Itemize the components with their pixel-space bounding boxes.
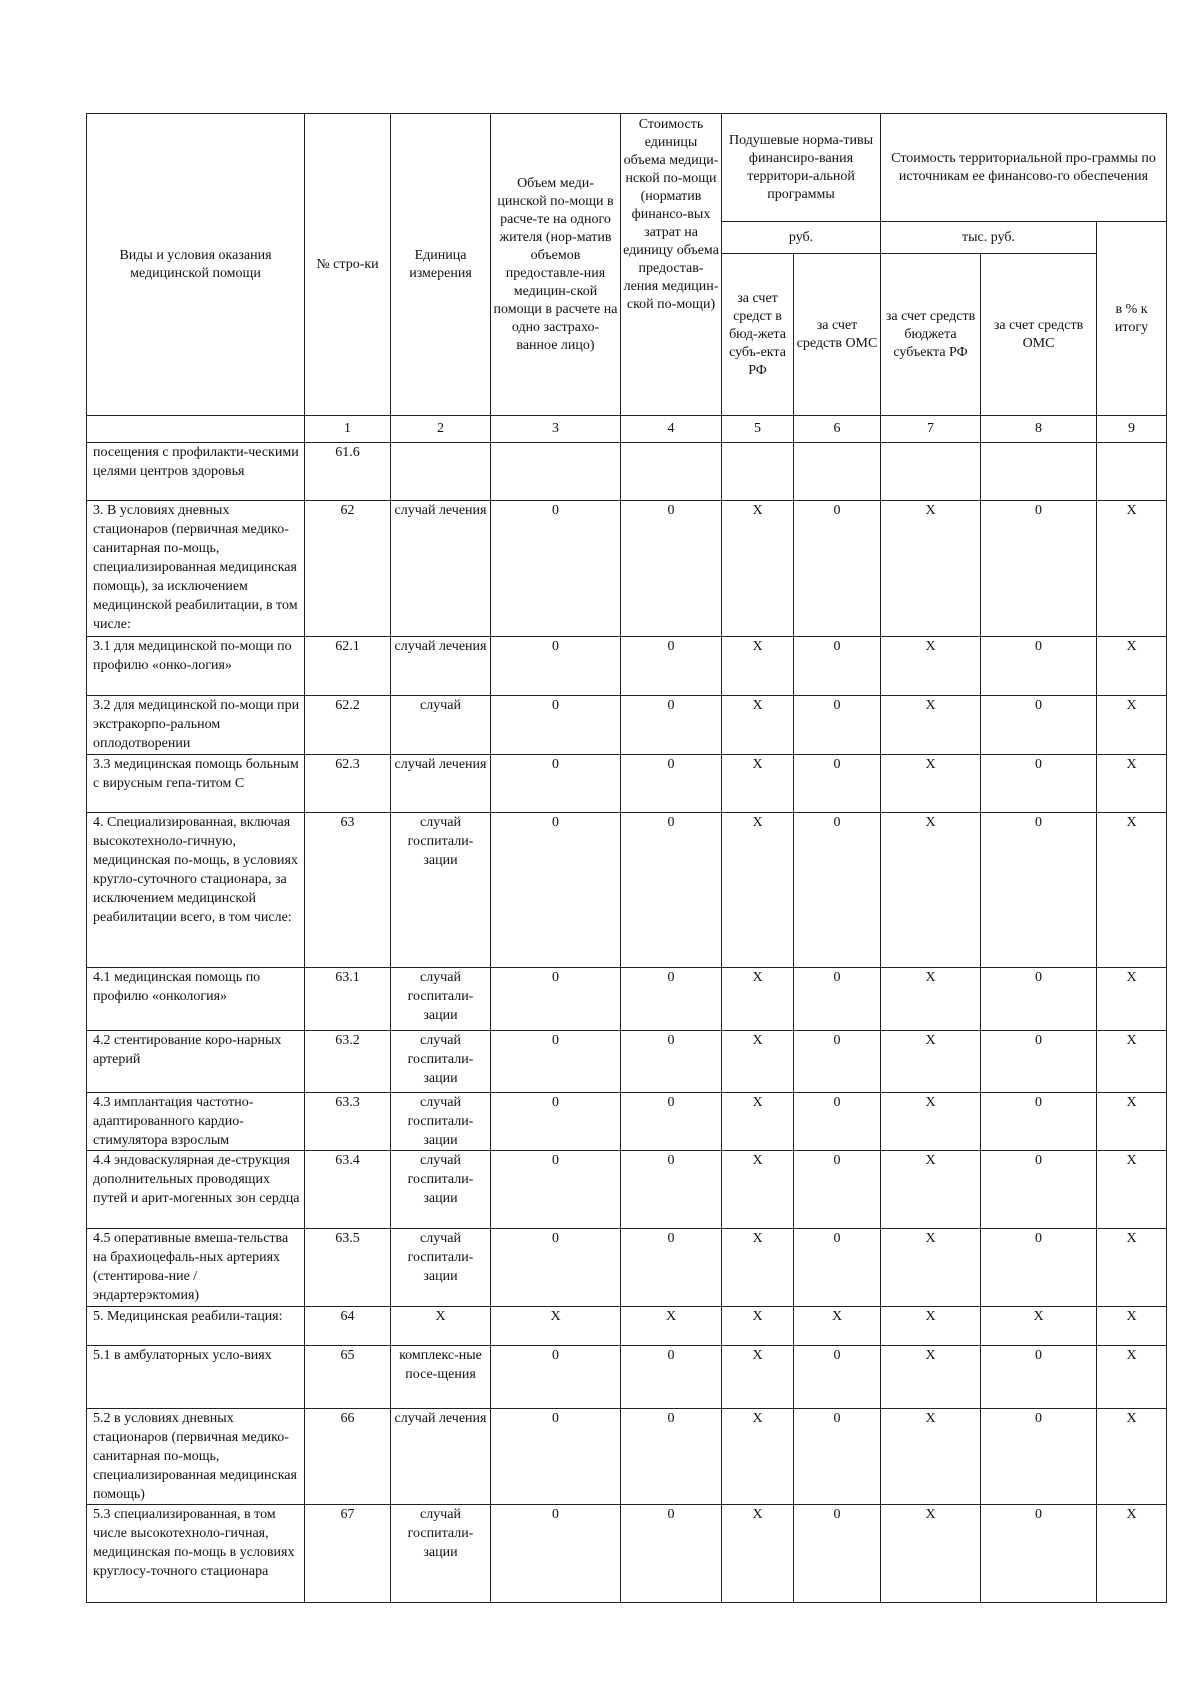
row-number-cell: 63.2 <box>305 1031 391 1093</box>
percent-cell: X <box>1097 696 1167 755</box>
unit-cost-cell: 0 <box>621 1229 722 1307</box>
header-oms: за счет средств ОМС <box>794 254 881 416</box>
budget-rf-thousand-cell: X <box>881 696 981 755</box>
column-number: 2 <box>391 416 491 443</box>
percent-cell: X <box>1097 813 1167 968</box>
care-type-cell: 3.1 для медицинской по-мощи по профилю «онко-логия» <box>87 637 305 696</box>
table-row <box>87 1031 1167 1093</box>
care-type-cell: 3. В условиях дневных стационаров (первичная медико-санитарная по-мощь, специализированная медицинская помощь), за исключением медицинской реабилитации, в том числе: <box>87 501 305 637</box>
table-row <box>87 1346 1167 1409</box>
percent-cell: X <box>1097 1229 1167 1307</box>
oms-thousand-cell: 0 <box>981 1346 1097 1409</box>
oms-cell: 0 <box>794 1151 881 1229</box>
budget-rf-cell: X <box>722 1093 794 1151</box>
budget-rf-cell: X <box>722 637 794 696</box>
header-unit-thousand-rub: тыс. руб. <box>881 222 1097 254</box>
table-row <box>87 696 1167 755</box>
unit-cost-cell: 0 <box>621 1151 722 1229</box>
table-row <box>87 1505 1167 1603</box>
column-number: 3 <box>491 416 621 443</box>
budget-rf-thousand-cell: X <box>881 501 981 637</box>
volume-cell: 0 <box>491 813 621 968</box>
unit-cost-cell: 0 <box>621 1093 722 1151</box>
volume-cell: X <box>491 1307 621 1346</box>
unit-cell: случай лечения <box>391 501 491 637</box>
unit-cost-cell: 0 <box>621 755 722 813</box>
care-type-cell: 4.5 оперативные вмеша-тельства на брахиоцефаль-ных артериях (стентирова-ние / эндартерэктомия) <box>87 1229 305 1307</box>
volume-cell: 0 <box>491 1031 621 1093</box>
row-number-cell: 61.6 <box>305 443 391 501</box>
unit-cell: X <box>391 1307 491 1346</box>
unit-cost-cell: 0 <box>621 1505 722 1603</box>
budget-rf-thousand-cell: X <box>881 1505 981 1603</box>
row-number-cell: 63.1 <box>305 968 391 1031</box>
unit-cost-cell: 0 <box>621 968 722 1031</box>
column-number: 1 <box>305 416 391 443</box>
oms-cell <box>794 443 881 501</box>
column-number: 4 <box>621 416 722 443</box>
table-row <box>87 1093 1167 1151</box>
oms-cell: 0 <box>794 813 881 968</box>
percent-cell: X <box>1097 1346 1167 1409</box>
unit-cell: случай <box>391 696 491 755</box>
oms-thousand-cell <box>981 443 1097 501</box>
oms-cell: 0 <box>794 1031 881 1093</box>
unit-cost-cell: 0 <box>621 813 722 968</box>
budget-rf-cell <box>722 443 794 501</box>
budget-rf-thousand-cell: X <box>881 1346 981 1409</box>
volume-cell <box>491 443 621 501</box>
volume-cell: 0 <box>491 1346 621 1409</box>
oms-cell: X <box>794 1307 881 1346</box>
unit-cost-cell: 0 <box>621 501 722 637</box>
percent-cell: X <box>1097 968 1167 1031</box>
oms-thousand-cell: 0 <box>981 1229 1097 1307</box>
oms-thousand-cell: 0 <box>981 1093 1097 1151</box>
header-program-cost: Стоимость территориальной про-граммы по источникам ее финансово-го обеспечения <box>881 114 1167 222</box>
header-unit: Единица измерения <box>391 114 491 416</box>
oms-cell: 0 <box>794 968 881 1031</box>
volume-cell: 0 <box>491 501 621 637</box>
row-number-cell: 62.2 <box>305 696 391 755</box>
oms-cell: 0 <box>794 1229 881 1307</box>
oms-thousand-cell: 0 <box>981 1031 1097 1093</box>
column-number: 8 <box>981 416 1097 443</box>
table-row <box>87 637 1167 696</box>
column-number <box>87 416 305 443</box>
care-type-cell: 4.4 эндоваскулярная де-струкция дополнительных проводящих путей и арит-могенных зон сердца <box>87 1151 305 1229</box>
volume-cell: 0 <box>491 1505 621 1603</box>
percent-cell: X <box>1097 1409 1167 1505</box>
unit-cell: случай лечения <box>391 637 491 696</box>
row-number-cell: 63.4 <box>305 1151 391 1229</box>
oms-cell: 0 <box>794 696 881 755</box>
column-number: 5 <box>722 416 794 443</box>
table-body <box>87 443 1167 1603</box>
table-row <box>87 1307 1167 1346</box>
row-number-cell: 63.3 <box>305 1093 391 1151</box>
row-number-cell: 63.5 <box>305 1229 391 1307</box>
volume-cell: 0 <box>491 1229 621 1307</box>
budget-rf-cell: X <box>722 1031 794 1093</box>
oms-cell: 0 <box>794 501 881 637</box>
row-number-cell: 62.3 <box>305 755 391 813</box>
header-row-number: № стро-ки <box>305 114 391 416</box>
volume-cell: 0 <box>491 755 621 813</box>
column-number: 7 <box>881 416 981 443</box>
budget-rf-thousand-cell: X <box>881 637 981 696</box>
budget-rf-cell: X <box>722 501 794 637</box>
row-number-cell: 63 <box>305 813 391 968</box>
unit-cell: комплекс-ные посе-щения <box>391 1346 491 1409</box>
care-type-cell: 5.2 в условиях дневных стационаров (первичная медико-санитарная по-мощь, специализированная медицинская помощь) <box>87 1409 305 1505</box>
unit-cell: случай госпитали-зации <box>391 1505 491 1603</box>
header-unit-cost: Стоимость единицы объема медици-нской по-мощи (норматив финансо-вых затрат на единицу объема предостав-ления медицин-ской по-мощи) <box>621 114 722 416</box>
oms-cell: 0 <box>794 1409 881 1505</box>
budget-rf-cell: X <box>722 1307 794 1346</box>
unit-cell: случай госпитали-зации <box>391 1031 491 1093</box>
unit-cell: случай лечения <box>391 755 491 813</box>
oms-thousand-cell: 0 <box>981 968 1097 1031</box>
oms-cell: 0 <box>794 1505 881 1603</box>
column-number: 9 <box>1097 416 1167 443</box>
oms-cell: 0 <box>794 637 881 696</box>
budget-rf-thousand-cell: X <box>881 1031 981 1093</box>
budget-rf-cell: X <box>722 1229 794 1307</box>
budget-rf-cell: X <box>722 696 794 755</box>
header-care-types: Виды и условия оказания медицинской помощи <box>87 114 305 416</box>
oms-thousand-cell: 0 <box>981 813 1097 968</box>
volume-cell: 0 <box>491 1409 621 1505</box>
header-per-capita-norms: Подушевые норма-тивы финансиро-вания территори-альной программы <box>722 114 881 222</box>
unit-cost-cell: X <box>621 1307 722 1346</box>
oms-thousand-cell: 0 <box>981 637 1097 696</box>
unit-cell: случай госпитали-зации <box>391 968 491 1031</box>
percent-cell: X <box>1097 637 1167 696</box>
budget-rf-cell: X <box>722 755 794 813</box>
header-unit-rub: руб. <box>722 222 881 254</box>
header-oms-thousand: за счет средств ОМС <box>981 254 1097 416</box>
volume-cell: 0 <box>491 637 621 696</box>
care-type-cell: 5. Медицинская реабили-тация: <box>87 1307 305 1346</box>
unit-cost-cell: 0 <box>621 1346 722 1409</box>
oms-thousand-cell: 0 <box>981 755 1097 813</box>
budget-rf-cell: X <box>722 1505 794 1603</box>
unit-cost-cell: 0 <box>621 696 722 755</box>
budget-rf-thousand-cell: X <box>881 813 981 968</box>
care-type-cell: 3.3 медицинская помощь больным с вирусным гепа-титом С <box>87 755 305 813</box>
header-percent-total: в % к итогу <box>1097 222 1167 416</box>
unit-cell: случай госпитали-зации <box>391 1093 491 1151</box>
table-row <box>87 1409 1167 1505</box>
table-row <box>87 501 1167 637</box>
budget-rf-cell: X <box>722 1346 794 1409</box>
oms-thousand-cell: 0 <box>981 1505 1097 1603</box>
oms-thousand-cell: 0 <box>981 1409 1097 1505</box>
budget-rf-thousand-cell: X <box>881 1229 981 1307</box>
header-budget-rf: за счет средст в бюд-жета субъ-екта РФ <box>722 254 794 416</box>
oms-cell: 0 <box>794 1093 881 1151</box>
unit-cell <box>391 443 491 501</box>
oms-thousand-cell: X <box>981 1307 1097 1346</box>
budget-rf-cell: X <box>722 813 794 968</box>
budget-rf-cell: X <box>722 968 794 1031</box>
table-row <box>87 755 1167 813</box>
oms-cell: 0 <box>794 1346 881 1409</box>
percent-cell: X <box>1097 755 1167 813</box>
care-type-cell: 4.1 медицинская помощь по профилю «онкология» <box>87 968 305 1031</box>
row-number-cell: 62 <box>305 501 391 637</box>
care-type-cell: 3.2 для медицинской по-мощи при экстракорпо-ральном оплодотворении <box>87 696 305 755</box>
unit-cell: случай госпитали-зации <box>391 813 491 968</box>
table-row <box>87 443 1167 501</box>
percent-cell <box>1097 443 1167 501</box>
budget-rf-thousand-cell <box>881 443 981 501</box>
medical-care-table <box>86 113 1167 1603</box>
table-row <box>87 813 1167 968</box>
row-number-cell: 64 <box>305 1307 391 1346</box>
percent-cell: X <box>1097 501 1167 637</box>
care-type-cell: посещения с профилакти-ческими целями центров здоровья <box>87 443 305 501</box>
volume-cell: 0 <box>491 696 621 755</box>
volume-cell: 0 <box>491 1151 621 1229</box>
unit-cost-cell <box>621 443 722 501</box>
unit-cost-cell: 0 <box>621 1409 722 1505</box>
budget-rf-thousand-cell: X <box>881 968 981 1031</box>
percent-cell: X <box>1097 1307 1167 1346</box>
budget-rf-cell: X <box>722 1151 794 1229</box>
unit-cell: случай лечения <box>391 1409 491 1505</box>
row-number-cell: 66 <box>305 1409 391 1505</box>
header-budget-rf-thousand: за счет средств бюджета субъекта РФ <box>881 254 981 416</box>
table-row <box>87 968 1167 1031</box>
budget-rf-thousand-cell: X <box>881 1307 981 1346</box>
care-type-cell: 5.1 в амбулаторных усло-виях <box>87 1346 305 1409</box>
row-number-cell: 67 <box>305 1505 391 1603</box>
row-number-cell: 65 <box>305 1346 391 1409</box>
table-row <box>87 1151 1167 1229</box>
oms-cell: 0 <box>794 755 881 813</box>
care-type-cell: 4.3 имплантация частотно-адаптированного кардио-стимулятора взрослым <box>87 1093 305 1151</box>
row-number-cell: 62.1 <box>305 637 391 696</box>
unit-cost-cell: 0 <box>621 637 722 696</box>
table-row <box>87 1229 1167 1307</box>
oms-thousand-cell: 0 <box>981 696 1097 755</box>
oms-thousand-cell: 0 <box>981 501 1097 637</box>
budget-rf-cell: X <box>722 1409 794 1505</box>
care-type-cell: 5.3 специализированная, в том числе высокотехноло-гичная, медицинская по-мощь в условиях круглосу-точного стационара <box>87 1505 305 1603</box>
unit-cost-cell: 0 <box>621 1031 722 1093</box>
oms-thousand-cell: 0 <box>981 1151 1097 1229</box>
care-type-cell: 4. Специализированная, включая высокотехноло-гичную, медицинская по-мощь, в условиях кругло-суточного стационара, за исключением медицинской реабилитации всего, в том числе: <box>87 813 305 968</box>
column-number: 6 <box>794 416 881 443</box>
percent-cell: X <box>1097 1505 1167 1603</box>
volume-cell: 0 <box>491 968 621 1031</box>
unit-cell: случай госпитали-зации <box>391 1151 491 1229</box>
budget-rf-thousand-cell: X <box>881 1093 981 1151</box>
budget-rf-thousand-cell: X <box>881 1409 981 1505</box>
unit-cell: случай госпитали-зации <box>391 1229 491 1307</box>
percent-cell: X <box>1097 1151 1167 1229</box>
header-volume: Объем меди-цинской по-мощи в расче-те на одного жителя (нор-матив объемов предоставле-ния медицин-ской помощи в расчете на одно застрахо-ванное лицо) <box>491 114 621 416</box>
percent-cell: X <box>1097 1031 1167 1093</box>
budget-rf-thousand-cell: X <box>881 755 981 813</box>
budget-rf-thousand-cell: X <box>881 1151 981 1229</box>
care-type-cell: 4.2 стентирование коро-нарных артерий <box>87 1031 305 1093</box>
volume-cell: 0 <box>491 1093 621 1151</box>
percent-cell: X <box>1097 1093 1167 1151</box>
